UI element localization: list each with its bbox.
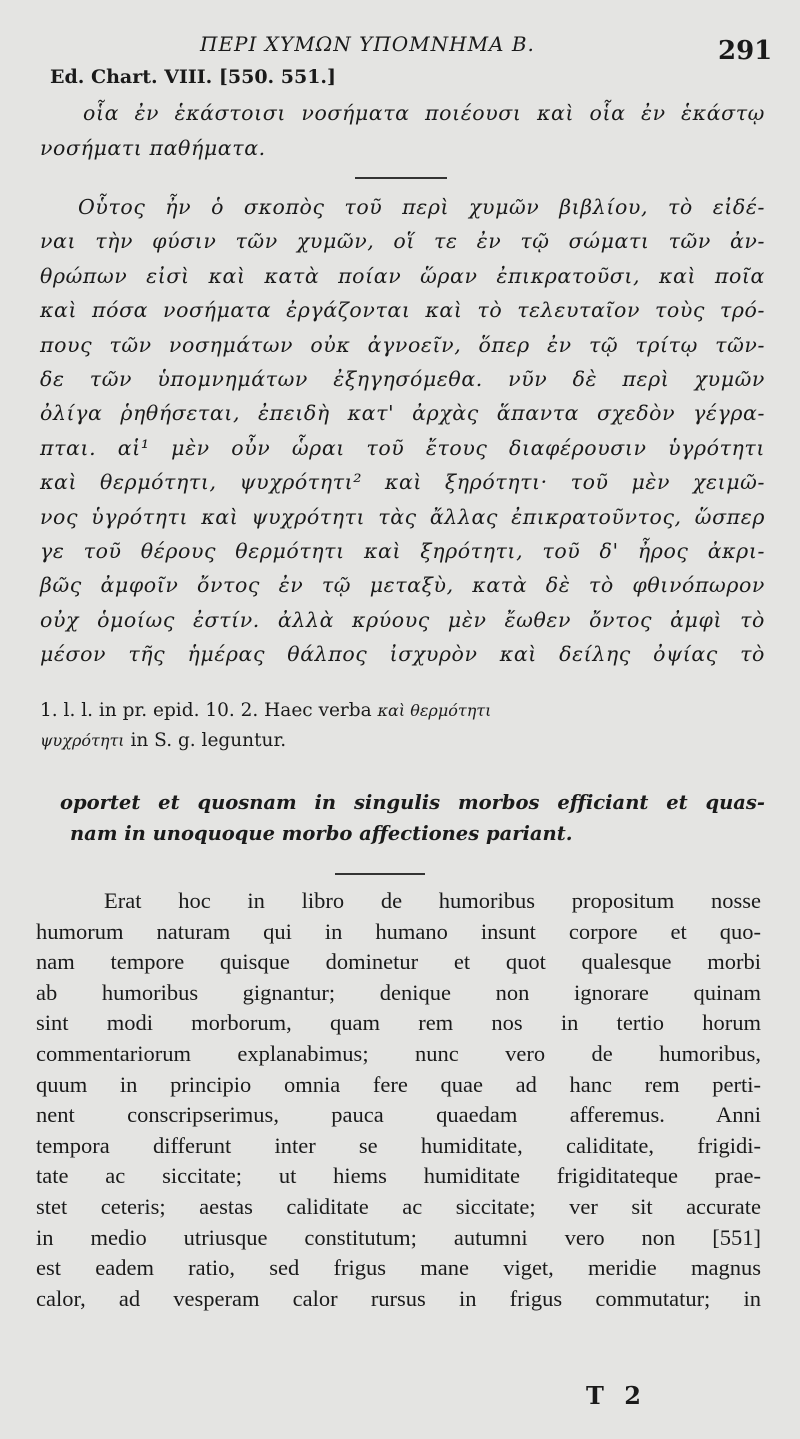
latin-text-line: nam tempore quisque dominetur et quot qualesque morbi bbox=[36, 949, 761, 975]
latin-text-line: sint modi morborum, quam rem nos in tertio horum bbox=[36, 1010, 761, 1036]
footnote-greek: ψυχρότητι bbox=[40, 731, 125, 750]
footnotes bbox=[40, 696, 765, 756]
latin-section-title bbox=[60, 787, 765, 849]
edition-reference: Ed. Chart. VIII. [550. 551.] bbox=[50, 66, 337, 88]
greek-text-line: δε τῶν ὑπομνημάτων ἐξηγησόμεθα. νῦν δὲ περὶ χυμῶν bbox=[40, 366, 765, 391]
section-divider bbox=[335, 873, 425, 875]
latin-text-line: stet ceteris; aestas caliditate ac siccitate; ver sit accurate bbox=[36, 1193, 761, 1219]
footnote-line bbox=[40, 726, 765, 756]
page-header bbox=[0, 28, 800, 68]
footnote-line bbox=[40, 696, 765, 726]
latin-text-line: commentariorum explanabimus; nunc vero de humoribus, bbox=[36, 1040, 761, 1066]
running-title: ΠΕΡΙ ΧΥΜΩΝ ΥΠΟΜΝΗΜΑ Β. bbox=[200, 32, 535, 56]
greek-text-line: θρώπων εἰσὶ καὶ κατὰ ποίαν ὥραν ἐπικρατοῦσι, καὶ ποῖα bbox=[40, 263, 765, 288]
page-number: 291 bbox=[718, 36, 773, 66]
latin-title-line: nam in unoquoque morbo affectiones pariant. bbox=[70, 822, 573, 845]
greek-text-line: γε τοῦ θέρους θερμότητι καὶ ξηρότητι, τοῦ δ' ἦρος ἀκρι- bbox=[40, 538, 765, 563]
latin-text-line: est eadem ratio, sed frigus mane viget, meridie magnus bbox=[36, 1255, 761, 1281]
greek-text-line: ναι τὴν φύσιν τῶν χυμῶν, οἵ τε ἐν τῷ σώματι τῶν ἀν- bbox=[40, 229, 765, 254]
greek-text-line: καὶ πόσα νοσήματα ἐργάζονται καὶ τὸ τελευταῖον τοὺς τρό- bbox=[40, 298, 765, 323]
latin-text-line: in medio utriusque constitutum; autumni vero non [551] bbox=[36, 1224, 761, 1250]
greek-text-line: βῶς ἀμφοῖν ὄντος ἐν τῷ μεταξὺ, κατὰ δὲ τὸ φθινόπωρον bbox=[40, 573, 765, 598]
latin-text-line: Erat hoc in libro de humoribus propositum nosse bbox=[104, 888, 761, 913]
greek-section-title bbox=[40, 96, 765, 166]
greek-commentary bbox=[40, 190, 765, 671]
greek-text-line: νος ὑγρότητι καὶ ψυχρότητι τὰς ἄλλας ἐπικρατοῦντος, ὥσπερ bbox=[40, 504, 765, 529]
latin-title-line: oportet et quosnam in singulis morbos efficiant et quas- bbox=[60, 791, 765, 814]
latin-text-line: calor, ad vesperam calor rursus in frigus commutatur; in bbox=[36, 1285, 761, 1311]
greek-title-line: οἷα ἐν ἑκάστοισι νοσήματα ποιέουσι καὶ οἷα ἐν ἑκάστῳ bbox=[83, 101, 765, 125]
footnote-text: 1. l. l. in pr. epid. 10. 2. Haec verba bbox=[40, 700, 372, 721]
greek-text-line: πται. αἱ¹ μὲν οὖν ὧραι τοῦ ἔτους διαφέρουσιν ὑγρότητι bbox=[40, 435, 765, 460]
section-divider bbox=[355, 177, 447, 179]
latin-text-line: tempora differunt inter se humiditate, caliditate, frigidi- bbox=[36, 1132, 761, 1158]
latin-text-line: humorum naturam qui in humano insunt corpore et quo- bbox=[36, 918, 761, 944]
greek-text-line: μέσον τῆς ἡμέρας θάλπος ἰσχυρὸν καὶ δείλης ὀψίας τὸ bbox=[40, 642, 765, 667]
latin-text-line: tate ac siccitate; ut hiems humiditate frigiditateque prae- bbox=[36, 1163, 761, 1189]
signature-mark: T 2 bbox=[586, 1381, 647, 1410]
greek-text-line: ὀλίγα ῥηθήσεται, ἐπειδὴ κατ' ἀρχὰς ἅπαντα σχεδὸν γέγρα- bbox=[40, 401, 765, 426]
latin-text-line: quum in principio omnia fere quae ad hanc rem perti- bbox=[36, 1071, 761, 1097]
footnote-greek: καὶ θερμότητι bbox=[377, 701, 492, 720]
greek-text-line: οὐχ ὁμοίως ἐστίν. ἀλλὰ κρύους μὲν ἔωθεν ὄντος ἀμφὶ τὸ bbox=[40, 607, 765, 632]
latin-text-line: ab humoribus gignantur; denique non ignorare quinam bbox=[36, 979, 761, 1005]
greek-title-line: νοσήματι παθήματα. bbox=[40, 136, 266, 160]
greek-text-line: πους τῶν νοσημάτων οὐκ ἀγνοεῖν, ὅπερ ἐν τῷ τρίτῳ τῶν- bbox=[40, 332, 765, 357]
latin-commentary bbox=[36, 886, 761, 1314]
greek-text-line: Οὗτος ἦν ὁ σκοπὸς τοῦ περὶ χυμῶν βιβλίου, τὸ εἰδέ- bbox=[78, 195, 765, 219]
footnote-text: in S. g. leguntur. bbox=[130, 730, 287, 751]
latin-text-line: nent conscripserimus, pauca quaedam afferemus. Anni bbox=[36, 1102, 761, 1128]
greek-text-line: καὶ θερμότητι, ψυχρότητι² καὶ ξηρότητι· τοῦ μὲν χειμῶ- bbox=[40, 470, 765, 495]
